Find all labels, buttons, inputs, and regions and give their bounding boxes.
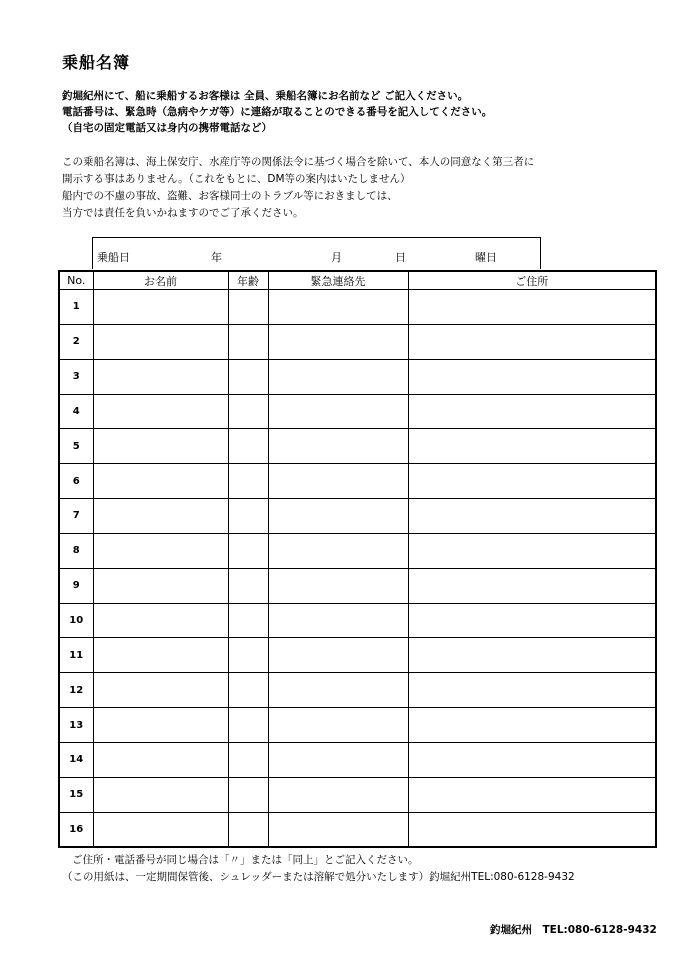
address-cell[interactable] <box>408 359 656 394</box>
address-cell[interactable] <box>408 324 656 359</box>
table-row <box>59 429 656 464</box>
address-cell[interactable] <box>408 742 656 777</box>
name-cell[interactable] <box>93 290 228 325</box>
row-number: 6 <box>59 464 93 499</box>
page-title: 乗船名簿 <box>62 53 131 72</box>
emergency-contact-cell[interactable] <box>268 429 408 464</box>
emergency-contact-cell[interactable] <box>268 742 408 777</box>
table-row <box>59 673 656 708</box>
name-cell[interactable] <box>93 359 228 394</box>
age-cell[interactable] <box>228 429 268 464</box>
row-number: 11 <box>59 638 93 673</box>
notice-line-3: 船内での不慮の事故、盗難、お客様同士のトラブル等におきましては、 <box>62 190 398 202</box>
age-cell[interactable] <box>228 673 268 708</box>
table-row <box>59 324 656 359</box>
name-cell[interactable] <box>93 708 228 743</box>
table-row <box>59 533 656 568</box>
row-number: 1 <box>59 290 93 325</box>
col-header-no: No. <box>59 271 93 290</box>
age-cell[interactable] <box>228 603 268 638</box>
row-number: 4 <box>59 394 93 429</box>
age-cell[interactable] <box>228 708 268 743</box>
row-number: 7 <box>59 499 93 534</box>
address-cell[interactable] <box>408 568 656 603</box>
age-cell[interactable] <box>228 638 268 673</box>
intro-line-2: 電話番号は、緊急時（急病やケガ等）に連絡が取ることのできる番号を記入してください。 <box>62 106 493 118</box>
age-cell[interactable] <box>228 290 268 325</box>
age-cell[interactable] <box>228 533 268 568</box>
emergency-contact-cell[interactable] <box>268 777 408 812</box>
table-row <box>59 812 656 847</box>
address-cell[interactable] <box>408 673 656 708</box>
address-cell[interactable] <box>408 394 656 429</box>
age-cell[interactable] <box>228 324 268 359</box>
col-header-address: ご住所 <box>408 271 656 290</box>
col-header-emergency-contact: 緊急連絡先 <box>268 271 408 290</box>
name-cell[interactable] <box>93 603 228 638</box>
age-cell[interactable] <box>228 568 268 603</box>
name-cell[interactable] <box>93 777 228 812</box>
table-row <box>59 394 656 429</box>
table-row <box>59 359 656 394</box>
passenger-table <box>58 270 657 848</box>
emergency-contact-cell[interactable] <box>268 499 408 534</box>
intro-line-1: 釣堀紀州にて、船に乗船するお客様は 全員、乗船名簿にお名前など ご記入ください。 <box>62 90 469 102</box>
table-row <box>59 499 656 534</box>
emergency-contact-cell[interactable] <box>268 359 408 394</box>
boarding-date-label: 乗船日 <box>97 251 130 264</box>
address-cell[interactable] <box>408 812 656 847</box>
table-row <box>59 742 656 777</box>
row-number: 14 <box>59 742 93 777</box>
name-cell[interactable] <box>93 533 228 568</box>
row-number: 3 <box>59 359 93 394</box>
row-number: 2 <box>59 324 93 359</box>
age-cell[interactable] <box>228 464 268 499</box>
notice-line-1: この乗船名簿は、海上保安庁、水産庁等の関係法令に基づく場合を除いて、本人の同意なく第三者に <box>62 156 535 168</box>
name-cell[interactable] <box>93 638 228 673</box>
age-cell[interactable] <box>228 742 268 777</box>
name-cell[interactable] <box>93 324 228 359</box>
name-cell[interactable] <box>93 568 228 603</box>
address-cell[interactable] <box>408 464 656 499</box>
emergency-contact-cell[interactable] <box>268 394 408 429</box>
emergency-contact-cell[interactable] <box>268 464 408 499</box>
row-number: 5 <box>59 429 93 464</box>
footer-note-2: （この用紙は、一定期間保管後、シュレッダーまたは溶解で処分いたします）釣堀紀州TEL:080-6128-9432 <box>62 871 575 883</box>
table-header-row <box>59 271 656 290</box>
emergency-contact-cell[interactable] <box>268 603 408 638</box>
table-row <box>59 290 656 325</box>
address-cell[interactable] <box>408 777 656 812</box>
address-cell[interactable] <box>408 638 656 673</box>
address-cell[interactable] <box>408 603 656 638</box>
contact-info: 釣堀紀州 TEL:080-6128-9432 <box>490 924 657 936</box>
emergency-contact-cell[interactable] <box>268 533 408 568</box>
emergency-contact-cell[interactable] <box>268 290 408 325</box>
col-header-age: 年齢 <box>228 271 268 290</box>
table-row <box>59 708 656 743</box>
footer-note-1: ご住所・電話番号が同じ場合は「〃」または「同上」とご記入ください。 <box>72 854 419 866</box>
month-label: 月 <box>331 251 342 264</box>
age-cell[interactable] <box>228 394 268 429</box>
address-cell[interactable] <box>408 290 656 325</box>
emergency-contact-cell[interactable] <box>268 638 408 673</box>
table-row <box>59 638 656 673</box>
emergency-contact-cell[interactable] <box>268 812 408 847</box>
notice-line-4: 当方では責任を負いかねますのでご了承ください。 <box>62 207 304 219</box>
emergency-contact-cell[interactable] <box>268 673 408 708</box>
day-label: 日 <box>395 251 406 264</box>
table-row <box>59 464 656 499</box>
row-number: 10 <box>59 603 93 638</box>
address-cell[interactable] <box>408 708 656 743</box>
row-number: 9 <box>59 568 93 603</box>
boarding-date-box[interactable] <box>92 237 541 269</box>
table-row <box>59 777 656 812</box>
row-number: 16 <box>59 812 93 847</box>
age-cell[interactable] <box>228 812 268 847</box>
name-cell[interactable] <box>93 742 228 777</box>
address-cell[interactable] <box>408 499 656 534</box>
notice-line-2: 開示する事はありません。（これをもとに、DM等の案内はいたしません） <box>62 173 411 185</box>
emergency-contact-cell[interactable] <box>268 708 408 743</box>
row-number: 13 <box>59 708 93 743</box>
row-number: 8 <box>59 533 93 568</box>
emergency-contact-cell[interactable] <box>268 568 408 603</box>
row-number: 15 <box>59 777 93 812</box>
emergency-contact-cell[interactable] <box>268 324 408 359</box>
name-cell[interactable] <box>93 812 228 847</box>
name-cell[interactable] <box>93 429 228 464</box>
year-label: 年 <box>211 251 222 264</box>
intro-line-3: （自宅の固定電話又は身内の携帯電話など） <box>62 122 272 134</box>
name-cell[interactable] <box>93 464 228 499</box>
name-cell[interactable] <box>93 673 228 708</box>
name-cell[interactable] <box>93 394 228 429</box>
age-cell[interactable] <box>228 359 268 394</box>
col-header-name: お名前 <box>93 271 228 290</box>
table-row <box>59 603 656 638</box>
age-cell[interactable] <box>228 777 268 812</box>
address-cell[interactable] <box>408 429 656 464</box>
row-number: 12 <box>59 673 93 708</box>
weekday-label: 曜日 <box>475 251 497 264</box>
age-cell[interactable] <box>228 499 268 534</box>
table-row <box>59 568 656 603</box>
address-cell[interactable] <box>408 533 656 568</box>
name-cell[interactable] <box>93 499 228 534</box>
